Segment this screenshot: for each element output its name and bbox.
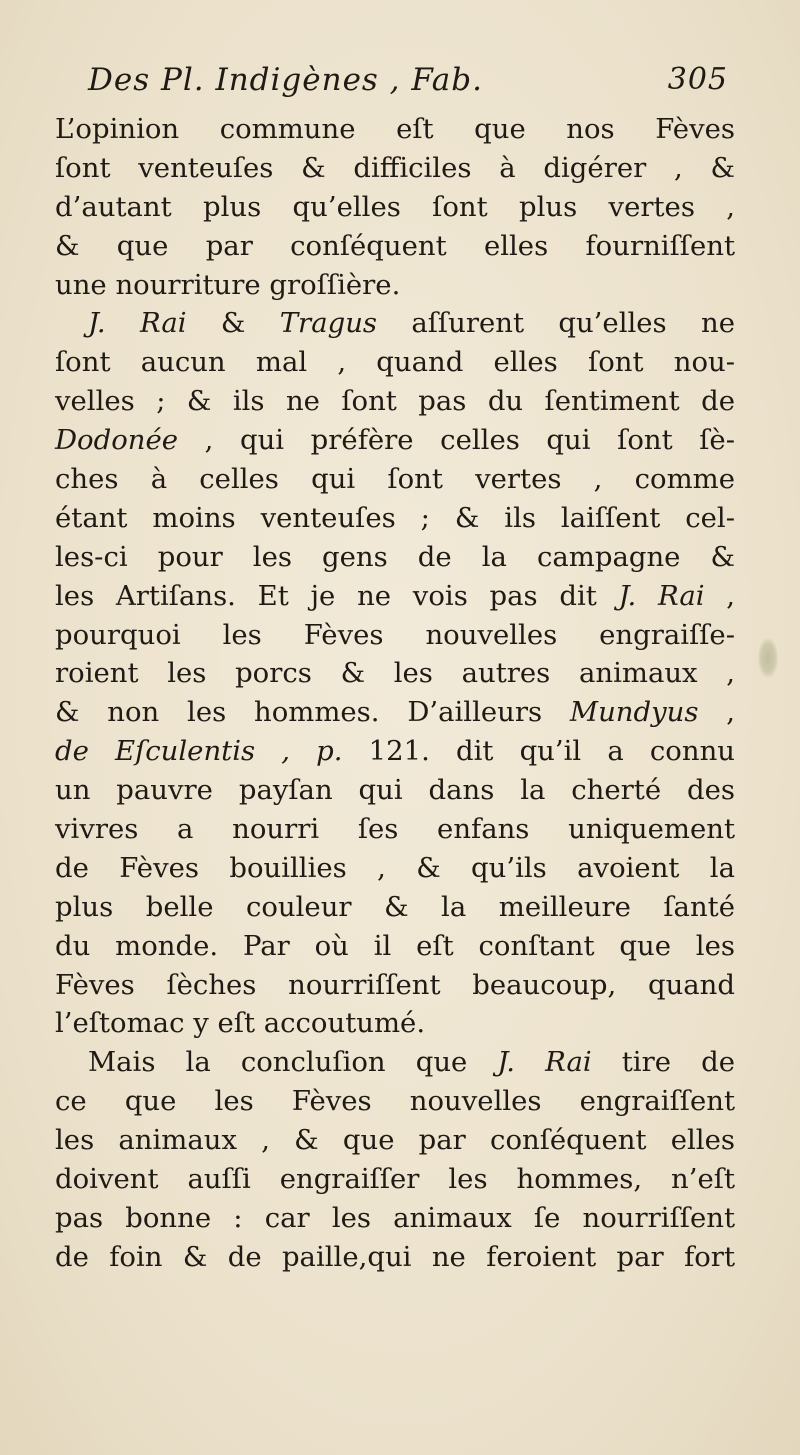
text-run: , xyxy=(704,579,736,612)
text-run: Mais la concluſion que xyxy=(88,1046,498,1079)
text-line: l’eſtomac y eſt accoutumé. xyxy=(55,1007,426,1040)
citation: de Eſculentis , p. xyxy=(55,735,343,768)
text-line: de foin & de paille,qui ne feroient par fort xyxy=(55,1240,735,1273)
author-name: Tragus xyxy=(279,307,378,340)
text-line xyxy=(55,1043,735,1082)
text-line: ſont aucun mal , quand elles ſont nou- xyxy=(55,346,735,379)
text-line: du monde. Par où il eſt conſtant que les xyxy=(55,929,735,962)
text-line: ſont venteuſes & difficiles à digérer , & xyxy=(55,151,735,184)
text-run: 121. dit qu’il a connu xyxy=(342,735,735,768)
text-line xyxy=(55,693,735,732)
text-line: un pauvre payſan qui dans la cherté des xyxy=(55,774,735,807)
text-line: plus belle couleur & la meilleure ſanté xyxy=(55,890,735,923)
text-line: étant moins venteuſes ; & ils laiſſent cel- xyxy=(55,501,735,534)
author-name: J. Rai xyxy=(618,579,705,612)
page-header xyxy=(88,62,728,112)
text-line: une nourriture groſſière. xyxy=(55,268,401,301)
author-name: J. Rai xyxy=(88,307,187,340)
text-line: d’autant plus qu’elles ſont plus vertes , xyxy=(55,190,735,223)
text-run: , xyxy=(698,696,735,729)
text-line: doivent auſſi engraiſſer les hommes, n’eſt xyxy=(55,1163,735,1196)
page-number: 305 xyxy=(667,62,728,97)
text-line: ce que les Fèves nouvelles engraiſſent xyxy=(55,1085,735,1118)
text-line: velles ; & ils ne ſont pas du ſentiment de xyxy=(55,385,735,418)
text-run: & xyxy=(186,307,280,340)
text-line: les animaux , & que par conſéquent elles xyxy=(55,1124,735,1157)
text-line: de Fèves bouillies , & qu’ils avoient la xyxy=(55,851,735,884)
text-line: & que par conſéquent elles fourniſſent xyxy=(55,229,735,262)
author-name: Dodonée xyxy=(55,424,179,457)
text-line xyxy=(55,577,735,616)
text-line xyxy=(55,304,735,343)
text-line: ches à celles qui ſont vertes , comme xyxy=(55,463,735,496)
author-name: Mundyus xyxy=(569,696,699,729)
text-line xyxy=(55,421,735,460)
text-line: Fèves ſèches nourriſſent beaucoup, quand xyxy=(55,968,735,1001)
text-run: & non les hommes. D’ailleurs xyxy=(55,696,570,729)
paper-stain xyxy=(758,638,778,678)
text-line: roient les porcs & les autres animaux , xyxy=(55,657,735,690)
text-line: pas bonne : car les animaux ſe nourriſſent xyxy=(55,1201,735,1234)
running-title: Des Pl. Indigènes , Fab. xyxy=(88,62,483,98)
text-line: les-ci pour les gens de la campagne & xyxy=(55,540,735,573)
body-text xyxy=(55,110,735,1277)
text-run: aſſurent qu’elles ne xyxy=(377,307,735,340)
text-run: les Artiſans. Et je ne vois pas dit xyxy=(55,579,619,612)
text-run: , qui préfère celles qui ſont ſè- xyxy=(178,424,735,457)
text-line: pourquoi les Fèves nouvelles engraiſſe- xyxy=(55,618,735,651)
text-line: L’opinion commune eſt que nos Fèves xyxy=(55,113,735,145)
text-line: vivres a nourri ſes enfans uniquement xyxy=(55,813,735,846)
text-run: tire de xyxy=(591,1046,735,1079)
text-line xyxy=(55,732,735,771)
author-name: J. Rai xyxy=(497,1046,592,1079)
